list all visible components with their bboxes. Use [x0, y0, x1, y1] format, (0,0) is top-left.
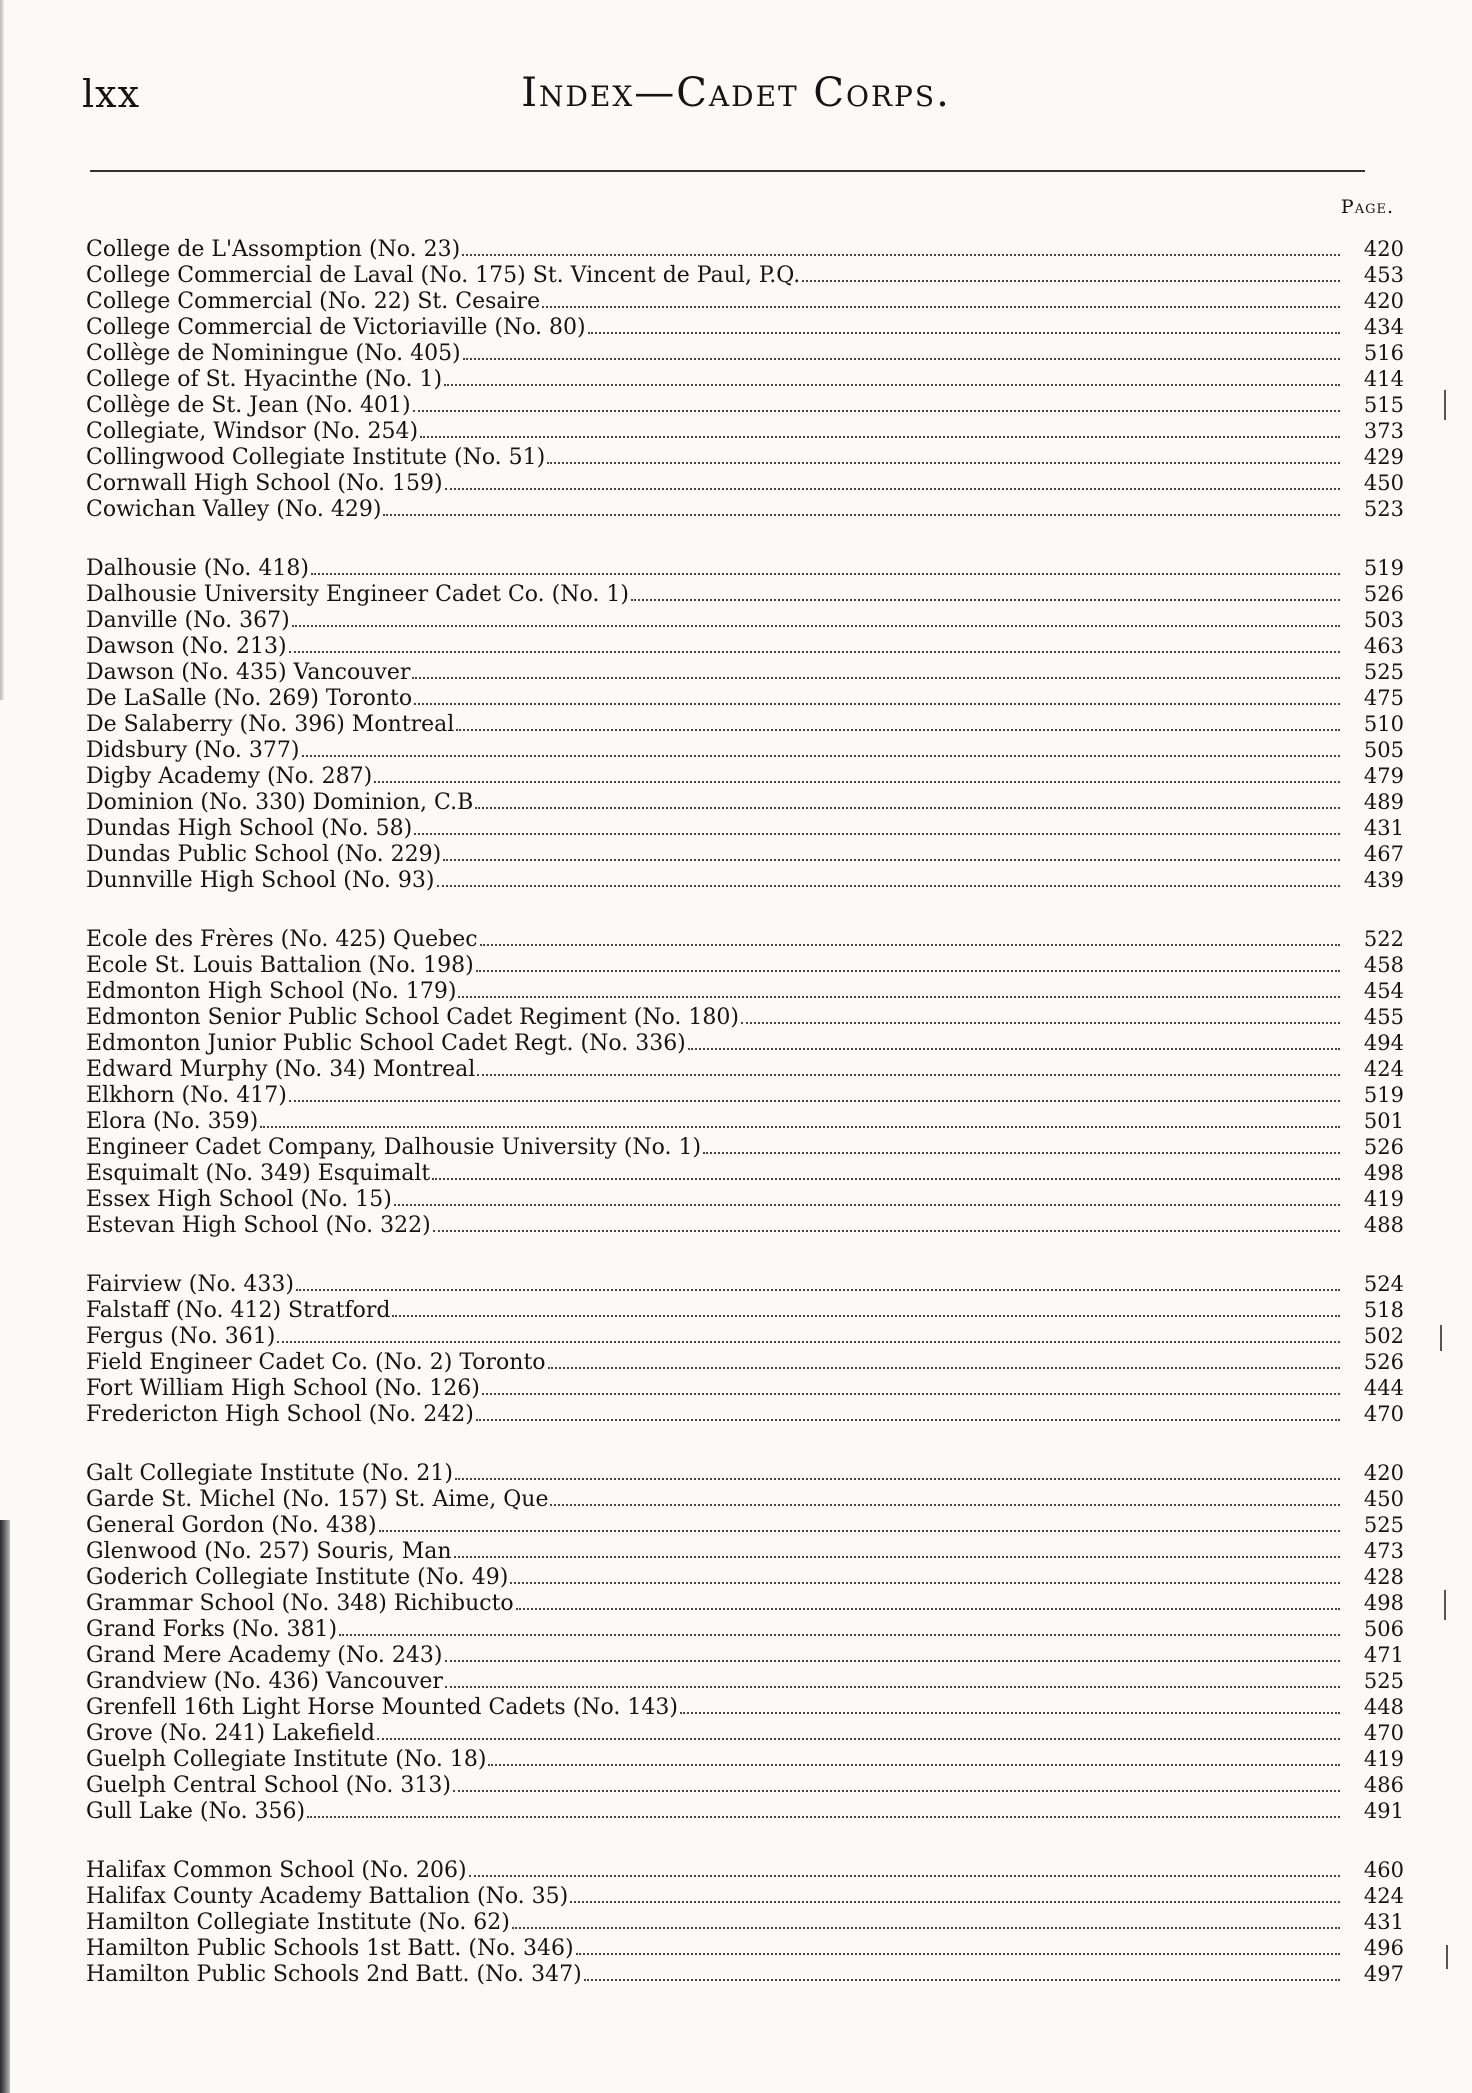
entry-name: Didsbury (No. 377) — [86, 738, 300, 763]
entry-page: 505 — [1363, 738, 1404, 762]
entry-page: 502 — [1363, 1324, 1404, 1348]
dot-leader — [445, 474, 1340, 490]
entry-name: Edmonton High School (No. 179) — [86, 979, 457, 1004]
dot-leader — [476, 956, 1340, 972]
dot-leader — [550, 1490, 1340, 1506]
entry-name: Grand Forks (No. 381) — [86, 1617, 338, 1642]
margin-mark — [1440, 1325, 1442, 1351]
entry-page: 429 — [1363, 445, 1404, 469]
entry-page: 424 — [1363, 1057, 1404, 1081]
index-entry — [86, 867, 1404, 893]
entry-page: 467 — [1363, 842, 1404, 866]
index-entry — [86, 496, 1404, 522]
entry-name: Digby Academy (No. 287) — [86, 764, 373, 789]
index-entry — [86, 952, 1404, 978]
entry-name: College Commercial de Laval (No. 175) St. Vincent de Paul, P.Q. — [86, 263, 801, 288]
dot-leader — [433, 1216, 1340, 1232]
entry-name: Hamilton Public Schools 2nd Batt. (No. 347) — [86, 1962, 582, 1987]
entry-page: 420 — [1363, 237, 1404, 261]
dot-leader — [548, 1353, 1340, 1369]
entry-page: 522 — [1363, 927, 1404, 951]
index-entry — [86, 1720, 1404, 1746]
entry-name: Collège de St. Jean (No. 401) — [86, 393, 411, 418]
dot-leader — [292, 611, 1340, 627]
entry-name: Fairview (No. 433) — [86, 1272, 295, 1297]
dot-leader — [512, 1913, 1340, 1929]
entry-name: Field Engineer Cadet Co. (No. 2) Toronto — [86, 1350, 546, 1375]
entry-page: 431 — [1363, 1910, 1404, 1934]
index-entry — [86, 1857, 1404, 1883]
dot-leader — [445, 1672, 1340, 1688]
index-entry — [86, 1134, 1404, 1160]
entry-name: Halifax Common School (No. 206) — [86, 1858, 467, 1883]
entry-name: Engineer Cadet Company, Dalhousie University (No. 1) — [86, 1135, 702, 1160]
index-entry — [86, 1935, 1404, 1961]
dot-leader — [289, 637, 1340, 653]
margin-mark — [1444, 1590, 1446, 1620]
dot-leader — [542, 292, 1340, 308]
entry-page: 414 — [1363, 367, 1404, 391]
page-header — [0, 62, 1472, 132]
dot-leader — [444, 370, 1340, 386]
entry-name: Essex High School (No. 15) — [86, 1187, 392, 1212]
entry-page: 455 — [1363, 1005, 1404, 1029]
entry-name: Gull Lake (No. 356) — [86, 1799, 306, 1824]
index-entry — [86, 1056, 1404, 1082]
index-entry — [86, 737, 1404, 763]
index-entry — [86, 1030, 1404, 1056]
dot-leader — [420, 422, 1340, 438]
entry-page: 497 — [1363, 1962, 1404, 1986]
dot-leader — [510, 1568, 1340, 1584]
dot-leader — [392, 1301, 1340, 1317]
dot-leader — [462, 240, 1340, 256]
entry-name: Edmonton Senior Public School Cadet Regiment (No. 180) — [86, 1005, 739, 1030]
entry-name: Edward Murphy (No. 34) Montreal — [86, 1057, 476, 1082]
index-entry — [86, 1512, 1404, 1538]
dot-leader — [570, 1887, 1340, 1903]
dot-leader — [413, 396, 1340, 412]
entry-name: Hamilton Collegiate Institute (No. 62) — [86, 1910, 510, 1935]
entry-page: 420 — [1363, 1461, 1404, 1485]
entry-name: Guelph Central School (No. 313) — [86, 1773, 451, 1798]
index-entry — [86, 262, 1404, 288]
dot-leader — [311, 559, 1340, 575]
entry-page: 494 — [1363, 1031, 1404, 1055]
index-entry — [86, 789, 1404, 815]
entry-page: 479 — [1363, 764, 1404, 788]
entry-page: 434 — [1363, 315, 1404, 339]
index-entry — [86, 1668, 1404, 1694]
dot-leader — [374, 767, 1340, 783]
entry-page: 458 — [1363, 953, 1404, 977]
entry-name: Collegiate, Windsor (No. 254) — [86, 419, 419, 444]
entry-name: Ecole St. Louis Battalion (No. 198) — [86, 953, 474, 978]
index-section — [86, 555, 1404, 893]
entry-name: Dalhousie University Engineer Cadet Co. (No. 1) — [86, 582, 629, 607]
page-column-label: Page. — [1340, 196, 1394, 218]
entry-page: 470 — [1363, 1721, 1404, 1745]
dot-leader — [379, 1516, 1340, 1532]
index-entry — [86, 1212, 1404, 1238]
entry-name: Dawson (No. 435) Vancouver — [86, 660, 411, 685]
entry-name: Collège de Nominingue (No. 405) — [86, 341, 461, 366]
dot-leader — [414, 689, 1340, 705]
header-rule — [90, 170, 1365, 172]
dot-leader — [377, 1724, 1340, 1740]
dot-leader — [516, 1594, 1340, 1610]
index-entry — [86, 1746, 1404, 1772]
entry-name: Dundas Public School (No. 229) — [86, 842, 442, 867]
dot-leader — [277, 1327, 1340, 1343]
entry-name: Collingwood Collegiate Institute (No. 51) — [86, 445, 546, 470]
index-entry — [86, 392, 1404, 418]
index-section — [86, 1460, 1404, 1824]
index-entry — [86, 1694, 1404, 1720]
entry-name: Cowichan Valley (No. 429) — [86, 497, 382, 522]
dot-leader — [394, 1190, 1340, 1206]
dot-leader — [414, 819, 1340, 835]
index-section — [86, 1857, 1404, 1987]
entry-page: 450 — [1363, 1487, 1404, 1511]
dot-leader — [584, 1965, 1340, 1981]
entry-page: 450 — [1363, 471, 1404, 495]
index-entry — [86, 1108, 1404, 1134]
index-entry — [86, 288, 1404, 314]
dot-leader — [260, 1112, 1340, 1128]
index-entry — [86, 1323, 1404, 1349]
entry-page: 473 — [1363, 1539, 1404, 1563]
index-entry — [86, 1375, 1404, 1401]
entry-page: 486 — [1363, 1773, 1404, 1797]
entry-page: 373 — [1363, 419, 1404, 443]
dot-leader — [458, 982, 1340, 998]
entry-page: 463 — [1363, 634, 1404, 658]
dot-leader — [703, 1138, 1340, 1154]
entry-name: College de L'Assomption (No. 23) — [86, 237, 461, 262]
entry-name: Grandview (No. 436) Vancouver — [86, 1669, 443, 1694]
entry-name: Grammar School (No. 348) Richibucto — [86, 1591, 514, 1616]
index-entry — [86, 633, 1404, 659]
dot-leader — [296, 1275, 1340, 1291]
index-entry — [86, 1772, 1404, 1798]
dot-leader — [412, 663, 1340, 679]
entry-name: Grenfell 16th Light Horse Mounted Cadets (No. 143) — [86, 1695, 678, 1720]
entry-page: 519 — [1363, 1083, 1404, 1107]
index-section — [86, 1271, 1404, 1427]
index-entry — [86, 1883, 1404, 1909]
entry-name: Grove (No. 241) Lakefield — [86, 1721, 375, 1746]
entry-name: Guelph Collegiate Institute (No. 18) — [86, 1747, 487, 1772]
entry-page: 524 — [1363, 1272, 1404, 1296]
entry-name: De LaSalle (No. 269) Toronto — [86, 686, 413, 711]
entry-name: Galt Collegiate Institute (No. 21) — [86, 1461, 453, 1486]
dot-leader — [547, 448, 1340, 464]
entry-name: Glenwood (No. 257) Souris, Man — [86, 1539, 452, 1564]
dot-leader — [680, 1698, 1340, 1714]
index-entry — [86, 236, 1404, 262]
entry-page: 501 — [1363, 1109, 1404, 1133]
entry-page: 420 — [1363, 289, 1404, 313]
page-title: Index—Cadet Corps. — [521, 70, 951, 116]
dot-leader — [480, 930, 1340, 946]
entry-name: Grand Mere Academy (No. 243) — [86, 1643, 443, 1668]
entry-page: 516 — [1363, 341, 1404, 365]
dot-leader — [432, 1164, 1340, 1180]
index-section — [86, 236, 1404, 522]
entry-page: 428 — [1363, 1565, 1404, 1589]
dot-leader — [741, 1008, 1340, 1024]
entry-page: 488 — [1363, 1213, 1404, 1237]
dot-leader — [488, 1750, 1340, 1766]
entry-name: Esquimalt (No. 349) Esquimalt — [86, 1161, 431, 1186]
index-entry — [86, 1460, 1404, 1486]
dot-leader — [455, 1464, 1340, 1480]
index-entry — [86, 1564, 1404, 1590]
entry-name: Dalhousie (No. 418) — [86, 556, 309, 581]
entry-page: 439 — [1363, 868, 1404, 892]
entry-name: General Gordon (No. 438) — [86, 1513, 377, 1538]
entry-page: 448 — [1363, 1695, 1404, 1719]
dot-leader — [437, 871, 1341, 887]
index-entry — [86, 659, 1404, 685]
index-entry — [86, 418, 1404, 444]
entry-name: Cornwall High School (No. 159) — [86, 471, 443, 496]
entry-page: 503 — [1363, 608, 1404, 632]
entry-name: Dawson (No. 213) — [86, 634, 287, 659]
dot-leader — [456, 715, 1340, 731]
book-binding-edge — [0, 1520, 10, 2093]
index-entry — [86, 470, 1404, 496]
entry-name: Fredericton High School (No. 242) — [86, 1402, 474, 1427]
dot-leader — [475, 793, 1340, 809]
entry-page: 444 — [1363, 1376, 1404, 1400]
index-entry — [86, 763, 1404, 789]
entry-name: Falstaff (No. 412) Stratford — [86, 1298, 391, 1323]
entry-name: Goderich Collegiate Institute (No. 49) — [86, 1565, 509, 1590]
dot-leader — [454, 1542, 1340, 1558]
entry-name: Fergus (No. 361) — [86, 1324, 276, 1349]
dot-leader — [469, 1861, 1340, 1877]
entry-page: 523 — [1363, 497, 1404, 521]
dot-leader — [477, 1060, 1340, 1076]
index-list — [86, 236, 1404, 2020]
entry-page: 515 — [1363, 393, 1404, 417]
margin-mark — [1446, 1945, 1448, 1969]
entry-page: 471 — [1363, 1643, 1404, 1667]
index-entry — [86, 1642, 1404, 1668]
entry-page: 525 — [1363, 660, 1404, 684]
index-entry — [86, 1909, 1404, 1935]
index-entry — [86, 1082, 1404, 1108]
entry-page: 431 — [1363, 816, 1404, 840]
entry-page: 454 — [1363, 979, 1404, 1003]
dot-leader — [307, 1802, 1340, 1818]
entry-name: College of St. Hyacinthe (No. 1) — [86, 367, 443, 392]
index-entry — [86, 1538, 1404, 1564]
entry-name: Elora (No. 359) — [86, 1109, 259, 1134]
dot-leader — [688, 1034, 1340, 1050]
entry-name: Dundas High School (No. 58) — [86, 816, 413, 841]
dot-leader — [445, 1646, 1341, 1662]
entry-name: Edmonton Junior Public School Cadet Regt. (No. 336) — [86, 1031, 686, 1056]
index-entry — [86, 685, 1404, 711]
entry-name: College Commercial de Victoriaville (No. 80) — [86, 315, 586, 340]
index-entry — [86, 1349, 1404, 1375]
index-entry — [86, 1961, 1404, 1987]
entry-name: Hamilton Public Schools 1st Batt. (No. 346) — [86, 1936, 574, 1961]
index-entry — [86, 314, 1404, 340]
index-section — [86, 926, 1404, 1238]
entry-name: Danville (No. 367) — [86, 608, 290, 633]
entry-page: 424 — [1363, 1884, 1404, 1908]
entry-page: 518 — [1363, 1298, 1404, 1322]
entry-name: Ecole des Frères (No. 425) Quebec — [86, 927, 478, 952]
dot-leader — [443, 845, 1340, 861]
index-entry — [86, 444, 1404, 470]
index-entry — [86, 555, 1404, 581]
entry-page: 498 — [1363, 1591, 1404, 1615]
entry-name: Elkhorn (No. 417) — [86, 1083, 287, 1108]
index-entry — [86, 581, 1404, 607]
index-entry — [86, 366, 1404, 392]
index-entry — [86, 607, 1404, 633]
index-entry — [86, 841, 1404, 867]
index-entry — [86, 1004, 1404, 1030]
entry-page: 526 — [1363, 582, 1404, 606]
dot-leader — [576, 1939, 1340, 1955]
entry-name: Estevan High School (No. 322) — [86, 1213, 431, 1238]
index-entry — [86, 340, 1404, 366]
index-entry — [86, 926, 1404, 952]
index-entry — [86, 1297, 1404, 1323]
dot-leader — [476, 1405, 1340, 1421]
entry-name: Dunnville High School (No. 93) — [86, 868, 435, 893]
dot-leader — [631, 585, 1340, 601]
entry-page: 419 — [1363, 1747, 1404, 1771]
dot-leader — [802, 266, 1340, 282]
entry-page: 453 — [1363, 263, 1404, 287]
page-number: lxx — [82, 72, 141, 116]
entry-name: College Commercial (No. 22) St. Cesaire — [86, 289, 541, 314]
entry-page: 525 — [1363, 1669, 1404, 1693]
dot-leader — [463, 344, 1340, 360]
dot-leader — [339, 1620, 1340, 1636]
entry-page: 491 — [1363, 1799, 1404, 1823]
index-entry — [86, 1186, 1404, 1212]
entry-page: 475 — [1363, 686, 1404, 710]
entry-name: Garde St. Michel (No. 157) St. Aime, Que — [86, 1487, 549, 1512]
entry-name: De Salaberry (No. 396) Montreal — [86, 712, 455, 737]
entry-name: Dominion (No. 330) Dominion, C.B — [86, 790, 474, 815]
entry-page: 498 — [1363, 1161, 1404, 1185]
dot-leader — [383, 500, 1340, 516]
dot-leader — [453, 1776, 1340, 1792]
entry-page: 470 — [1363, 1402, 1404, 1426]
entry-page: 489 — [1363, 790, 1404, 814]
index-entry — [86, 1590, 1404, 1616]
entry-name: Halifax County Academy Battalion (No. 35) — [86, 1884, 569, 1909]
index-entry — [86, 978, 1404, 1004]
index-entry — [86, 1798, 1404, 1824]
entry-page: 525 — [1363, 1513, 1404, 1537]
index-entry — [86, 1271, 1404, 1297]
entry-page: 526 — [1363, 1350, 1404, 1374]
dot-leader — [588, 318, 1340, 334]
dot-leader — [289, 1086, 1340, 1102]
dot-leader — [302, 741, 1341, 757]
entry-page: 496 — [1363, 1936, 1404, 1960]
entry-page: 419 — [1363, 1187, 1404, 1211]
entry-name: Fort William High School (No. 126) — [86, 1376, 480, 1401]
index-entry — [86, 815, 1404, 841]
entry-page: 519 — [1363, 556, 1404, 580]
index-entry — [86, 1616, 1404, 1642]
entry-page: 526 — [1363, 1135, 1404, 1159]
index-entry — [86, 711, 1404, 737]
entry-page: 460 — [1363, 1858, 1404, 1882]
dot-leader — [482, 1379, 1340, 1395]
index-entry — [86, 1160, 1404, 1186]
index-entry — [86, 1401, 1404, 1427]
index-entry — [86, 1486, 1404, 1512]
entry-page: 506 — [1363, 1617, 1404, 1641]
entry-page: 510 — [1363, 712, 1404, 736]
margin-mark — [1444, 390, 1446, 420]
